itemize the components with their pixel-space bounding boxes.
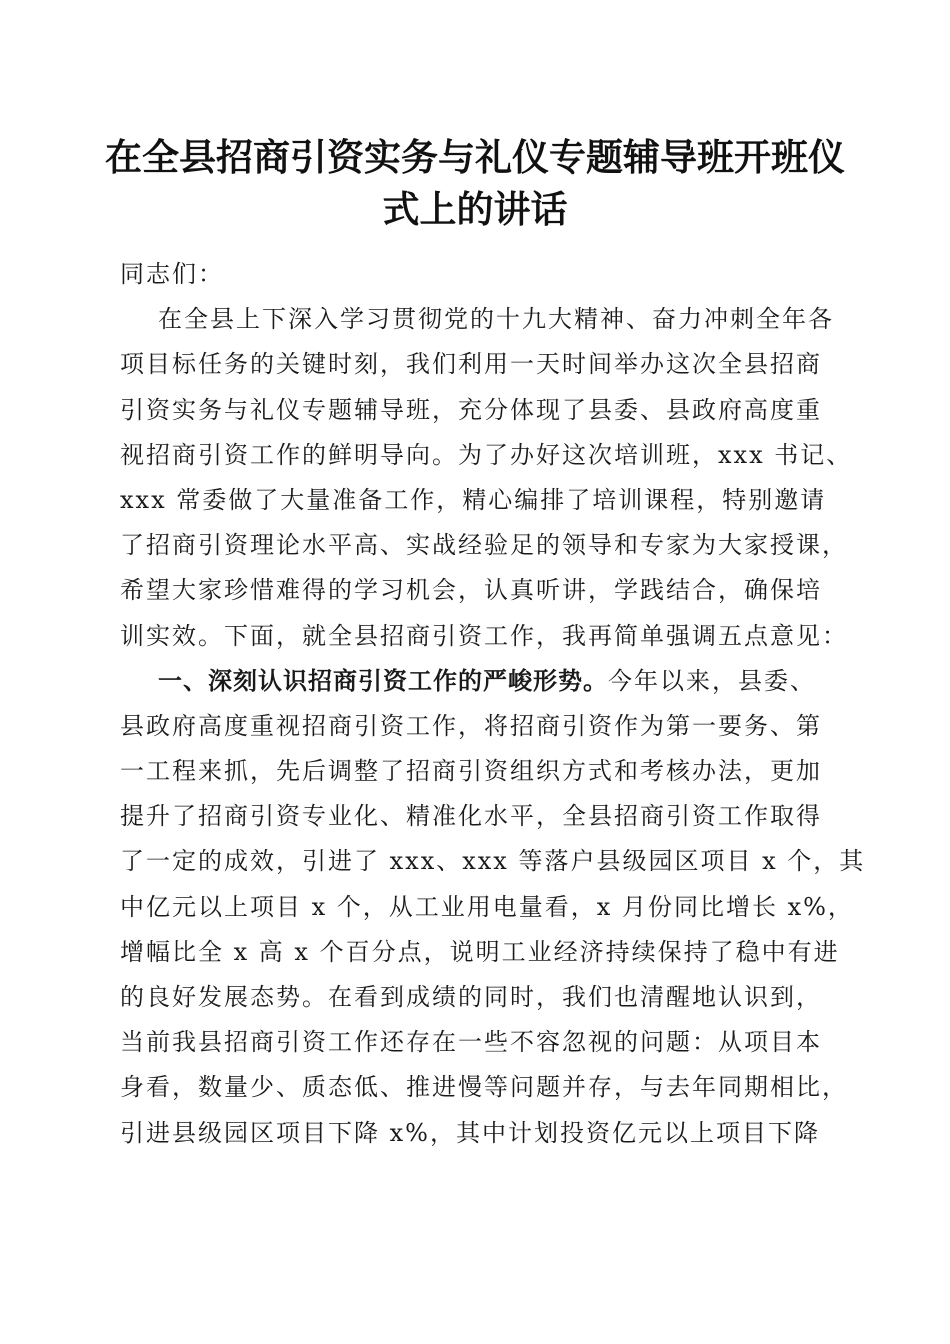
section-1-first-line-rest: 今年以来，县委、 [608,666,816,695]
paragraph-1-line-7: 希望大家珍惜难得的学习机会，认真听讲，学践结合，确保培 [120,576,822,605]
section-1-line-10: 身看，数量少、质态低、推进慢等问题并存，与去年同期相比， [120,1073,848,1102]
section-1-line-8: 的良好发展态势。在看到成绩的同时，我们也清醒地认识到， [120,983,822,1011]
section-1-first-line [120,659,850,704]
document-title [100,132,850,236]
section-1-line-7: 增幅比全 x 高 x 个百分点，说明工业经济持续保持了稳中有进 [120,937,840,966]
section-1-line-2: 县政府高度重视招商引资工作，将招商引资作为第一要务、第 [120,711,822,740]
paragraph-1-line-2: 项目标任务的关键时刻，我们利用一天时间举办这次全县招商 [120,350,822,379]
salutation: 同志们： [120,260,224,288]
section-1-line-4: 提升了招商引资专业化、精准化水平，全县招商引资工作取得 [120,802,822,831]
paragraph-1-line-8: 训实效。下面，就全县招商引资工作，我再简单强调五点意见： [120,621,848,650]
section-1-line-3: 一工程来抓，先后调整了招商引资组织方式和考核办法，更加 [120,757,822,786]
paragraph-1-line-6: 了招商引资理论水平高、实战经验足的领导和专家为大家授课， [120,531,848,560]
section-1-line-5: 了一定的成效，引进了 xxx、xxx 等落户县级园区项目 x 个，其 [120,847,866,876]
paragraph-1-line-1: 在全县上下深入学习贯彻党的十九大精神、奋力冲刺全年各 [158,305,834,334]
section-1-heading: 一、深刻认识招商引资工作的严峻形势。 [158,666,608,695]
paragraph-1-line-4: 视招商引资工作的鲜明导向。为了办好这次培训班，xxx 书记、 [120,440,853,469]
section-1-line-9: 当前我县招商引资工作还存在一些不容忽视的问题：从项目本 [120,1028,822,1057]
title-line-2: 式上的讲话 [382,188,568,231]
section-1-line-11: 引进县级园区项目下降 x%，其中计划投资亿元以上项目下降 [120,1118,820,1147]
paragraph-1-line-5: xxx 常委做了大量准备工作，精心编排了培训课程，特别邀请 [120,485,827,514]
title-line-1: 在全县招商引资实务与礼仪专题辅导班开班仪 [105,136,845,179]
document-body [120,252,866,1156]
section-1-line-6: 中亿元以上项目 x 个，从工业用电量看，x 月份同比增长 x%， [120,892,854,921]
paragraph-1-line-3: 引资实务与礼仪专题辅导班，充分体现了县委、县政府高度重 [120,395,822,424]
